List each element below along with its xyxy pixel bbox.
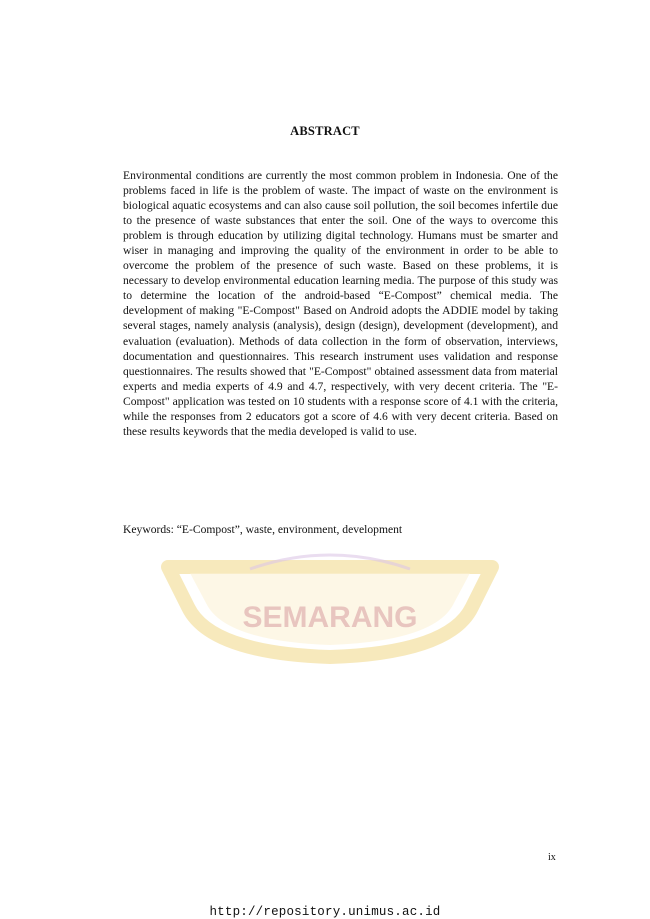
abstract-heading: ABSTRACT (290, 124, 360, 138)
watermark-text: SEMARANG (242, 601, 418, 634)
keywords-line: Keywords: “E-Compost”, waste, environment, development (123, 523, 403, 536)
repository-url[interactable]: http://repository.unimus.ac.id (209, 905, 441, 919)
university-seal-watermark (150, 545, 510, 670)
page-number: ix (548, 852, 556, 863)
abstract-body: Environmental conditions are currently the most common problem in Indonesia. One of the problems faced in life is the problem of waste. The impact of waste on the environment is biological aquatic ecosystems and can also cause soil pollution, the soil becomes infertile due to the presence of waste substances that enter the soil. One of the ways to overcome this problem is through education by utilizing digital technology. Humans must be smarter and wiser in managing and improving the quality of the environment in order to be able to overcome the problem of the presence of such waste. Based on these problems, it is necessary to develop environmental education learning media. The purpose of this study was to determine the location of the android-based “E-Compost” chemical media. The development of making "E-Compost" Based on Android adopts the ADDIE model by taking several stages, namely analysis (analysis), design (design), development (development), and evaluation (evaluation). Methods of data collection in the form of observation, interviews, documentation and questionnaires. This research instrument uses validation and response questionnaires. The results showed that "E-Compost" obtained assessment data from material experts and media experts of 4.9 and 4.7, respectively, with very decent criteria. The "E-Compost" application was tested on 10 students with a response score of 4.1 with the criteria, while the responses from 2 educators got a score of 4.6 with very decent criteria. Based on these results keywords that the media developed is valid to use. (123, 169, 558, 438)
